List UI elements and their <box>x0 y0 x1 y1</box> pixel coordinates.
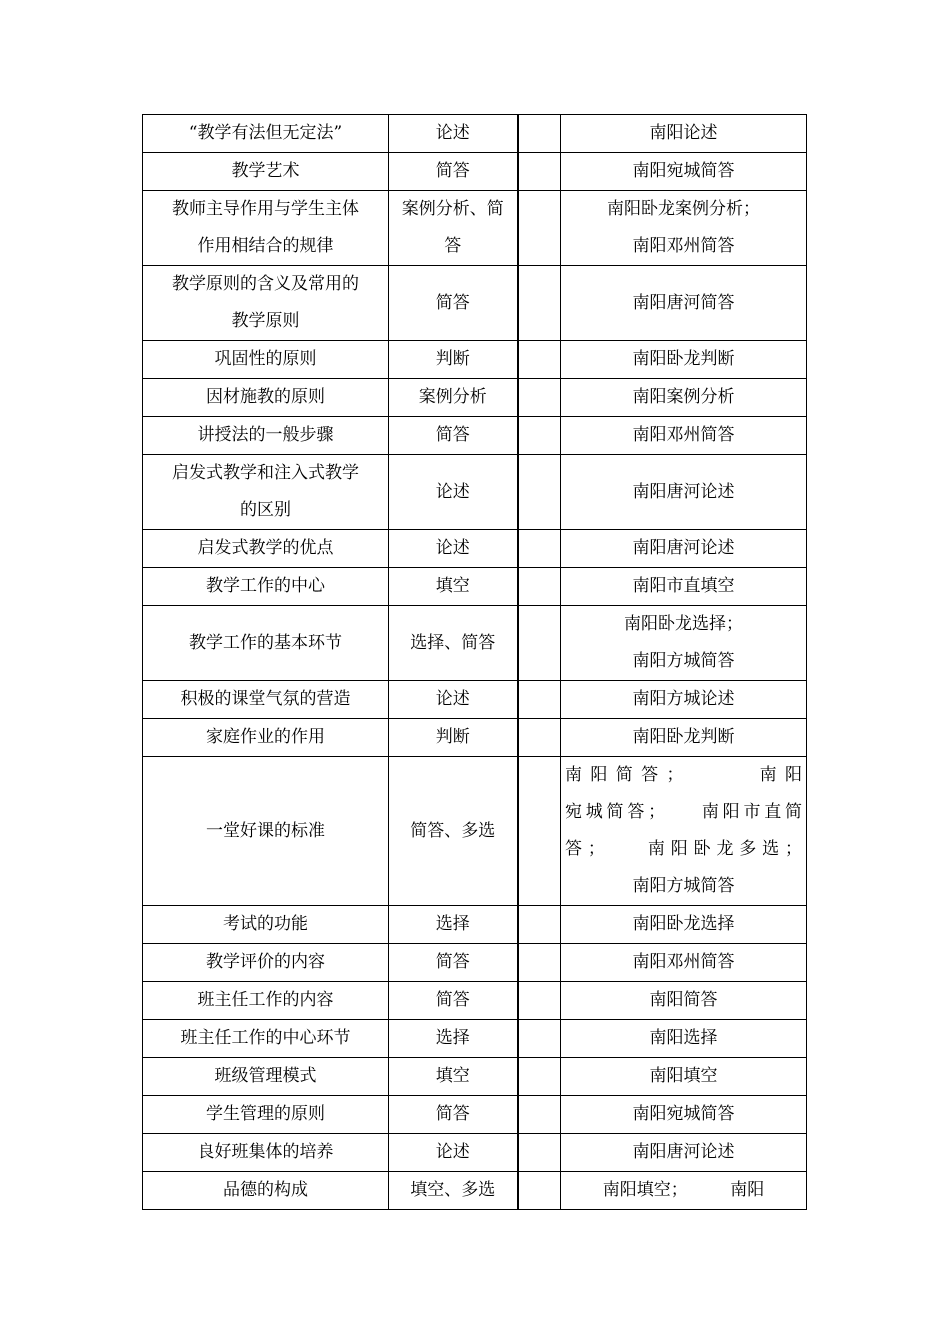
question-type-line: 简答、多选 <box>410 820 496 841</box>
topic-cell <box>143 153 389 191</box>
question-type-line: 简答 <box>435 952 470 972</box>
exam-source-line: 南阳市直填空 <box>632 576 735 596</box>
table-row <box>143 115 807 153</box>
table-row <box>143 944 807 982</box>
question-type-line: 案例分析 <box>418 387 487 407</box>
exam-source-line: 南阳卧龙判断 <box>632 349 735 369</box>
topic-cell <box>143 568 389 606</box>
question-type-cell <box>389 568 518 606</box>
question-type-cell <box>389 1172 518 1210</box>
question-type-cell <box>389 417 518 455</box>
question-type-line: 简答 <box>435 292 470 313</box>
question-type-line: 选择 <box>435 914 470 934</box>
question-type-line: 简答 <box>435 425 470 445</box>
blank-cell <box>518 681 561 719</box>
question-type-line: 填空 <box>435 576 470 596</box>
question-type-line: 案例分析、简 <box>401 199 504 219</box>
topic-cell <box>143 417 389 455</box>
question-type-line: 选择、简答 <box>410 632 496 653</box>
topic-line: 班主任工作的内容 <box>197 990 334 1010</box>
blank-cell <box>518 606 561 681</box>
exam-source-line: 南阳案例分析 <box>632 387 735 407</box>
exam-source-line: 南阳简答 <box>649 990 718 1010</box>
exam-source-line: 南阳卧龙判断 <box>632 727 735 747</box>
exam-source-line: 南阳宛城简答 <box>632 161 735 181</box>
exam-source-line: 宛城简答； 南阳市直简 <box>565 802 802 822</box>
exam-source-line: 南阳宛城简答 <box>632 1104 735 1124</box>
question-type-line: 论述 <box>435 1142 470 1162</box>
question-type-cell <box>389 455 518 530</box>
exam-source-cell <box>561 417 807 455</box>
topic-line: 考试的功能 <box>223 914 308 934</box>
topic-line: 的区别 <box>240 500 291 520</box>
question-type-cell <box>389 153 518 191</box>
exam-source-cell <box>561 115 807 153</box>
blank-cell <box>518 341 561 379</box>
topic-line: 启发式教学和注入式教学 <box>172 463 359 483</box>
question-type-cell <box>389 341 518 379</box>
table-row <box>143 417 807 455</box>
question-type-cell <box>389 530 518 568</box>
question-type-line: 论述 <box>435 538 470 558</box>
exam-source-line: 南阳方城简答 <box>632 876 735 896</box>
topic-cell <box>143 191 389 266</box>
blank-cell <box>518 417 561 455</box>
table-row <box>143 906 807 944</box>
question-type-line: 简答 <box>435 1104 470 1124</box>
blank-cell <box>518 191 561 266</box>
table-row <box>143 530 807 568</box>
exam-source-line: 南阳方城论述 <box>632 689 735 709</box>
blank-cell <box>518 906 561 944</box>
table-row <box>143 1134 807 1172</box>
exam-source-cell <box>561 266 807 341</box>
exam-source-line: 南阳唐河论述 <box>632 538 735 558</box>
question-type-cell <box>389 115 518 153</box>
question-type-line: 简答 <box>435 161 470 181</box>
exam-source-cell <box>561 719 807 757</box>
exam-source-cell <box>561 153 807 191</box>
question-type-line: 答 <box>444 236 462 256</box>
exam-source-cell <box>561 379 807 417</box>
exam-source-line: 南阳邓州简答 <box>632 425 735 445</box>
topic-line: 积极的课堂气氛的营造 <box>180 689 351 709</box>
table-row <box>143 719 807 757</box>
topic-line: 一堂好课的标准 <box>206 820 325 841</box>
topic-line: 教学原则 <box>231 311 300 331</box>
topic-line: 巩固性的原则 <box>214 349 317 369</box>
topic-line: 品德的构成 <box>223 1180 308 1200</box>
topic-line: 家庭作业的作用 <box>206 727 325 747</box>
exam-source-line: 南阳唐河论述 <box>632 481 735 502</box>
exam-source-cell <box>561 906 807 944</box>
exam-source-line: 答； 南阳卧龙多选； <box>565 839 802 859</box>
question-type-cell <box>389 266 518 341</box>
topic-cell <box>143 1020 389 1058</box>
table-row <box>143 606 807 681</box>
topic-line: 教学评价的内容 <box>206 952 325 972</box>
blank-cell <box>518 1020 561 1058</box>
exam-source-cell <box>561 944 807 982</box>
blank-cell <box>518 1134 561 1172</box>
exam-source-line: 南阳邓州简答 <box>632 236 735 256</box>
topic-cell <box>143 530 389 568</box>
blank-cell <box>518 530 561 568</box>
blank-cell <box>518 266 561 341</box>
blank-cell <box>518 379 561 417</box>
topic-line: 因材施教的原则 <box>206 387 325 407</box>
exam-source-cell <box>561 191 807 266</box>
topic-cell <box>143 1058 389 1096</box>
table-row <box>143 266 807 341</box>
exam-source-cell <box>561 341 807 379</box>
blank-cell <box>518 719 561 757</box>
topic-line: 教学工作的中心 <box>206 576 325 596</box>
question-type-cell <box>389 1096 518 1134</box>
question-type-line: 论述 <box>435 123 470 143</box>
table-row <box>143 982 807 1020</box>
exam-source-cell <box>561 1020 807 1058</box>
question-type-cell <box>389 757 518 906</box>
question-type-line: 填空 <box>435 1066 470 1086</box>
blank-cell <box>518 455 561 530</box>
topic-cell <box>143 944 389 982</box>
question-type-cell <box>389 906 518 944</box>
topic-line: 启发式教学的优点 <box>197 538 334 558</box>
question-type-cell <box>389 606 518 681</box>
exam-source-cell <box>561 455 807 530</box>
blank-cell <box>518 757 561 906</box>
topic-cell <box>143 266 389 341</box>
table-row <box>143 153 807 191</box>
question-type-cell <box>389 982 518 1020</box>
table-row <box>143 568 807 606</box>
table-row <box>143 1172 807 1210</box>
question-type-cell <box>389 1020 518 1058</box>
exam-source-line: 南阳论述 <box>649 123 718 143</box>
question-type-line: 简答 <box>435 990 470 1010</box>
question-type-cell <box>389 1134 518 1172</box>
blank-cell <box>518 153 561 191</box>
exam-source-line: 南阳卧龙案例分析； <box>607 199 760 219</box>
table-row <box>143 191 807 266</box>
question-type-line: 判断 <box>435 349 470 369</box>
topic-cell <box>143 681 389 719</box>
question-type-cell <box>389 719 518 757</box>
exam-source-line: 南阳唐河简答 <box>632 292 735 313</box>
blank-cell <box>518 115 561 153</box>
topic-line: 教学工作的基本环节 <box>189 632 342 653</box>
blank-cell <box>518 568 561 606</box>
exam-source-line: 南阳选择 <box>649 1028 718 1048</box>
exam-source-cell <box>561 568 807 606</box>
table-row <box>143 1058 807 1096</box>
table-row <box>143 379 807 417</box>
exam-source-cell <box>561 681 807 719</box>
topic-cell <box>143 1096 389 1134</box>
blank-cell <box>518 982 561 1020</box>
topic-cell <box>143 1172 389 1210</box>
topic-cell <box>143 341 389 379</box>
topic-line: 班级管理模式 <box>214 1066 317 1086</box>
topic-cell <box>143 1134 389 1172</box>
blank-cell <box>518 1058 561 1096</box>
topic-cell <box>143 606 389 681</box>
topic-line: 作用相结合的规律 <box>197 236 334 256</box>
table-row <box>143 1096 807 1134</box>
table-row <box>143 1020 807 1058</box>
exam-source-cell <box>561 982 807 1020</box>
topic-line: 讲授法的一般步骤 <box>197 425 334 445</box>
topic-line: 良好班集体的培养 <box>197 1142 334 1162</box>
exam-source-cell <box>561 606 807 681</box>
exam-source-line: 南阳简答； 南阳 <box>565 765 802 785</box>
exam-source-cell <box>561 1134 807 1172</box>
topic-cell <box>143 757 389 906</box>
exam-source-cell <box>561 757 807 906</box>
exam-source-line: 南阳唐河论述 <box>632 1142 735 1162</box>
topic-line: 教学艺术 <box>231 161 300 181</box>
question-type-line: 论述 <box>435 481 470 502</box>
question-type-line: 论述 <box>435 689 470 709</box>
topic-line: “教学有法但无定法” <box>188 123 343 143</box>
topic-cell <box>143 115 389 153</box>
exam-source-line: 南阳卧龙选择 <box>632 914 735 934</box>
topic-line: 学生管理的原则 <box>206 1104 325 1124</box>
topic-cell <box>143 455 389 530</box>
exam-source-cell <box>561 1058 807 1096</box>
blank-cell <box>518 944 561 982</box>
table-row <box>143 455 807 530</box>
table-row <box>143 681 807 719</box>
table-row <box>143 757 807 906</box>
table-row <box>143 341 807 379</box>
exam-source-line: 南阳填空 <box>649 1066 718 1086</box>
table-body <box>143 115 807 1210</box>
question-type-cell <box>389 379 518 417</box>
topic-line: 教师主导作用与学生主体 <box>172 199 359 219</box>
document-table <box>142 114 807 1210</box>
exam-source-line: 南阳方城简答 <box>632 651 735 671</box>
topic-line: 教学原则的含义及常用的 <box>172 274 359 294</box>
exam-source-line: 南阳卧龙选择； <box>624 614 743 634</box>
exam-source-line: 南阳邓州简答 <box>632 952 735 972</box>
question-type-cell <box>389 944 518 982</box>
topic-cell <box>143 379 389 417</box>
topic-cell <box>143 719 389 757</box>
question-type-line: 选择 <box>435 1028 470 1048</box>
question-type-cell <box>389 191 518 266</box>
question-type-cell <box>389 1058 518 1096</box>
question-type-line: 填空、多选 <box>410 1180 496 1200</box>
question-type-cell <box>389 681 518 719</box>
blank-cell <box>518 1172 561 1210</box>
exam-source-cell <box>561 1172 807 1210</box>
topic-line: 班主任工作的中心环节 <box>180 1028 351 1048</box>
blank-cell <box>518 1096 561 1134</box>
exam-source-line: 南阳填空； 南阳 <box>602 1180 765 1200</box>
question-type-line: 判断 <box>435 727 470 747</box>
topic-cell <box>143 906 389 944</box>
topic-cell <box>143 982 389 1020</box>
exam-source-cell <box>561 530 807 568</box>
exam-source-cell <box>561 1096 807 1134</box>
